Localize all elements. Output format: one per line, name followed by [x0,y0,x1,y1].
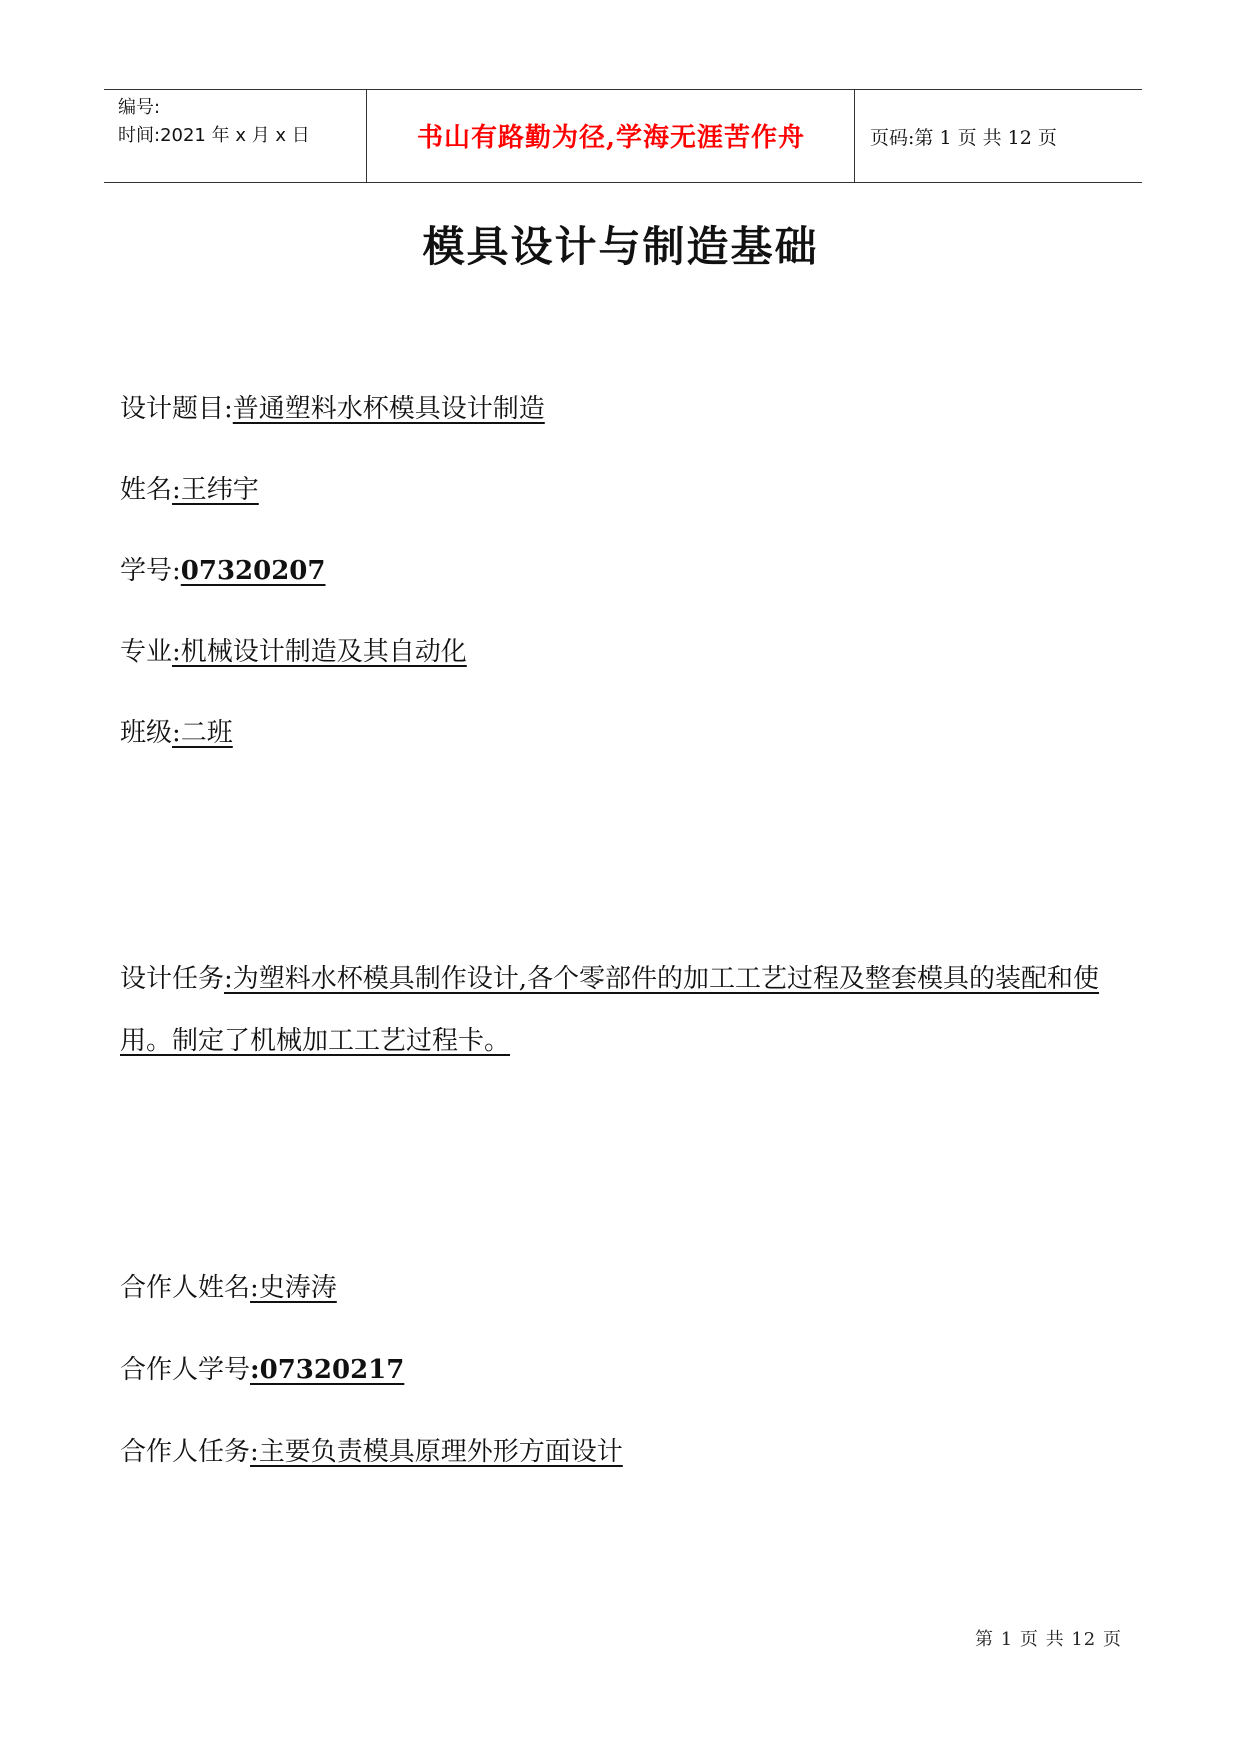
document-number-label: 编号: [118,97,161,118]
partner-task-value: :主要负责模具原理外形方面设计 [250,1437,623,1467]
partner-name-value: :史涛涛 [250,1273,337,1303]
field-name-label: 姓名 [120,475,173,505]
partner-task-label: 合作人任务 [120,1437,251,1467]
page-footer: 第 1 页 共 12 页 [975,1629,1122,1650]
field-student-id [120,550,326,587]
field-class [120,712,233,749]
partner-student-id-value: :07320217 [250,1355,405,1385]
partner-student-id [120,1349,404,1386]
field-topic-value: 普通塑料水杯模具设计制造 [232,394,545,424]
field-student-id-label: 学号: [120,556,181,586]
field-major-label: 专业 [120,637,173,667]
design-task-value: :为塑料水杯模具制作设计,各个零部件的加工工艺过程及整套模具的装配和使用。制定了机械加工工艺过程卡。 [120,964,1100,1056]
document-time-label: 时间:2021 年 x 月 x 日 [118,125,310,146]
header-motto-cell [368,90,855,182]
partner-student-id-label: 合作人学号 [120,1355,251,1385]
field-name [120,469,259,506]
motto-text: 书山有路勤为径,学海无涯苦作舟 [416,123,806,153]
header-page-cell [856,90,1142,182]
document-title: 模具设计与制造基础 [422,222,819,271]
partner-name [120,1267,337,1304]
design-task-label: 设计任务 [120,964,225,994]
partner-task [120,1431,623,1468]
field-class-value: :二班 [172,718,233,748]
field-major [120,631,467,668]
header-page-info: 页码:第 1 页 共 12 页 [870,127,1057,149]
page-header [104,89,1142,183]
field-topic [120,388,545,425]
field-topic-label: 设计题目: [120,394,233,424]
field-name-value: :王纬宇 [172,475,259,505]
design-task [120,948,1130,1072]
header-meta-cell [104,90,367,182]
field-class-label: 班级 [120,718,173,748]
partner-name-label: 合作人姓名 [120,1273,251,1303]
field-student-id-value: 07320207 [180,556,326,586]
field-major-value: :机械设计制造及其自动化 [172,637,467,667]
